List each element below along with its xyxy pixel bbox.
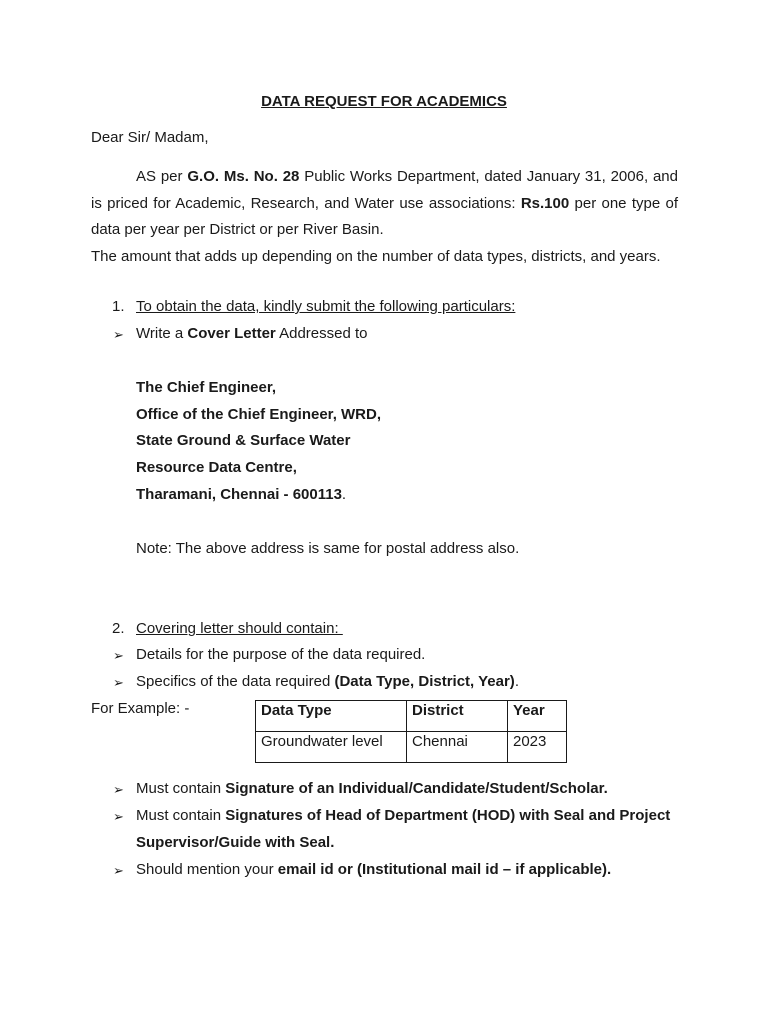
specifics-bold: (Data Type, District, Year) <box>334 673 515 690</box>
arrow-bullet-icon: ➢ <box>113 648 124 663</box>
example-label: For Example: - <box>91 700 190 717</box>
email-bold: email id or (Institutional mail id – if applicable). <box>277 861 612 878</box>
cover-letter-item <box>136 325 368 342</box>
arrow-bullet-icon: ➢ <box>113 782 124 797</box>
signature-bold: Signature of an Individual/Candidate/Student/Scholar. <box>225 780 608 797</box>
purpose-item: Details for the purpose of the data required. <box>136 646 426 663</box>
intro-text-1: AS per <box>136 168 188 185</box>
hod-bold: Signatures of Head of Department (HOD) with Seal and Project <box>225 807 671 824</box>
email-pre: Should mention your <box>136 861 278 878</box>
table-header-cell: Data Type <box>256 701 407 732</box>
cover-letter-bold: Cover Letter <box>187 325 276 342</box>
address-line: Office of the Chief Engineer, WRD, <box>136 406 382 423</box>
cover-letter-post: Addressed to <box>275 325 368 342</box>
table-cell: Chennai <box>407 732 508 763</box>
arrow-bullet-icon: ➢ <box>113 327 124 342</box>
specifics-pre: Specifics of the data required <box>136 673 335 690</box>
section-2-heading: Covering letter should contain: <box>136 620 343 637</box>
arrow-bullet-icon: ➢ <box>113 675 124 690</box>
page-title: DATA REQUEST FOR ACADEMICS <box>261 93 507 110</box>
address-note: Note: The above address is same for postal address also. <box>136 540 520 557</box>
intro-paragraph <box>91 164 678 270</box>
address-line: The Chief Engineer, <box>136 379 277 396</box>
signature-item <box>136 780 608 797</box>
arrow-bullet-icon: ➢ <box>113 863 124 878</box>
table-header-row <box>256 701 567 732</box>
section-2-number: 2. <box>112 620 125 637</box>
signature-pre: Must contain <box>136 780 226 797</box>
address-city: Tharamani, Chennai - 600113 <box>136 486 342 503</box>
table-header-cell: Year <box>508 701 567 732</box>
table-cell: 2023 <box>508 732 567 763</box>
arrow-bullet-icon: ➢ <box>113 809 124 824</box>
hod-bold-cont: Supervisor/Guide with Seal. <box>136 834 335 851</box>
section-1-heading: To obtain the data, kindly submit the following particulars: <box>136 298 516 315</box>
email-item <box>136 861 611 878</box>
specifics-post: . <box>514 673 519 690</box>
table-cell: Groundwater level <box>256 732 407 763</box>
hod-pre: Must contain <box>136 807 226 824</box>
example-table <box>255 700 567 763</box>
salutation: Dear Sir/ Madam, <box>91 129 209 146</box>
hod-signature-item-cont <box>136 834 334 851</box>
intro-line-2: The amount that adds up depending on the number of data types, districts, and years. <box>91 247 661 265</box>
address-line-last <box>136 486 346 503</box>
hod-signature-item <box>136 807 670 824</box>
specifics-item <box>136 673 519 690</box>
intro-text-3: per one type of data per year per District or per River Basin. <box>91 194 678 238</box>
address-line: State Ground & Surface Water <box>136 432 351 449</box>
price: Rs.100 <box>520 194 570 212</box>
go-reference: G.O. Ms. No. 28 <box>187 168 300 185</box>
address-end: . <box>341 486 347 503</box>
table-row <box>256 732 567 763</box>
table-header-cell: District <box>407 701 508 732</box>
address-line: Resource Data Centre, <box>136 459 297 476</box>
cover-letter-pre: Write a <box>136 325 188 342</box>
intro-text-2: Public Works Department, dated January 31, 2006, and is priced for Academic, Research, and Water use associations: <box>91 168 678 212</box>
section-1-number: 1. <box>112 298 125 315</box>
